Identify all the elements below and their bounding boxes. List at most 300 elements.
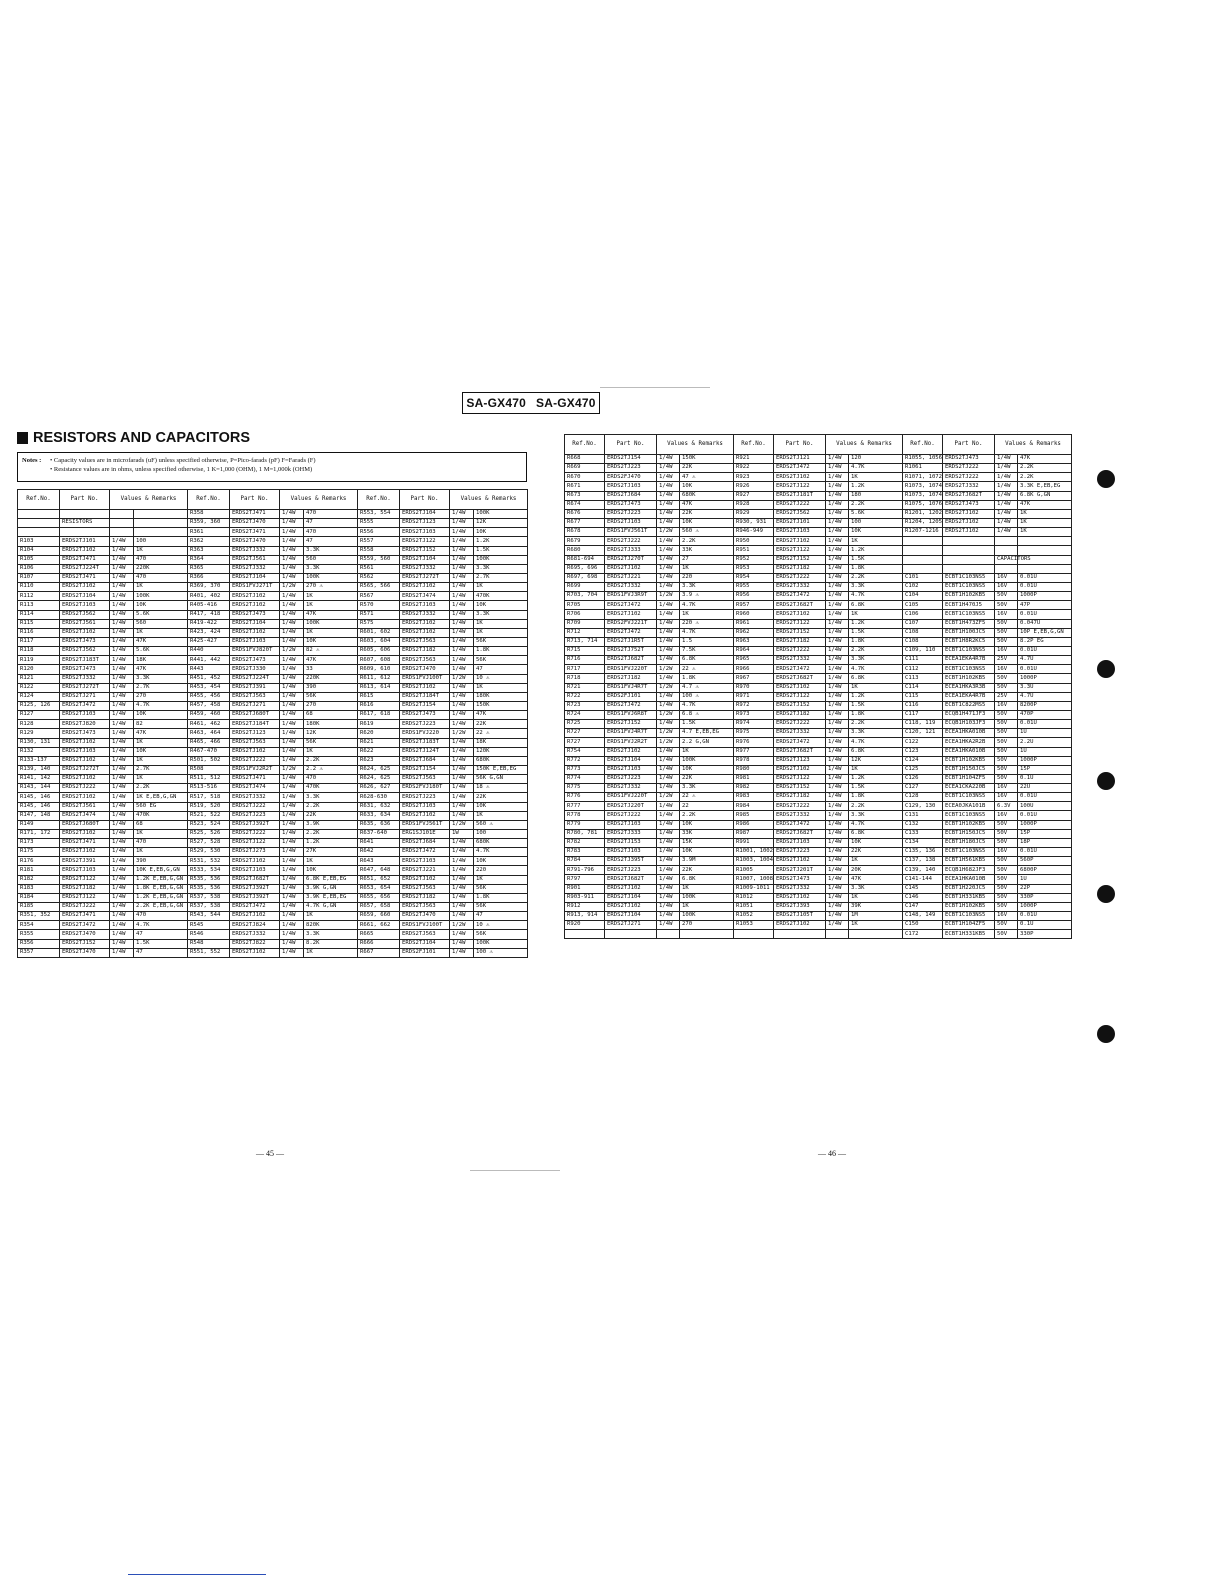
table-row [565, 829, 1072, 838]
value-cell: 820K [304, 921, 358, 930]
table-row [565, 765, 1072, 774]
rating-cell: 1/4W [450, 903, 474, 912]
ref-no-cell: R727 [565, 729, 605, 738]
part-no-cell: ERDS2TJ104 [400, 555, 450, 564]
ref-no-cell: R553, 554 [358, 510, 400, 519]
value-cell: 270 ⚠ [304, 583, 358, 592]
value-cell: 1K [304, 592, 358, 601]
part-no-cell: ERDS2TJ103 [230, 637, 280, 646]
ref-no-cell: R777 [565, 802, 605, 811]
table-row [18, 692, 528, 701]
part-no-cell: ERDS2TJ563 [400, 637, 450, 646]
rating-cell: 1/4W [657, 820, 680, 829]
ref-no-cell: R451, 452 [188, 674, 230, 683]
value-cell: 560 ⚠ [474, 820, 528, 829]
part-no-cell: ERDS2TJ473 [60, 665, 110, 674]
value-cell: 220K [134, 564, 188, 573]
value-cell: 56K [474, 884, 528, 893]
ref-no-cell: C172 [903, 930, 943, 939]
rating-cell: 1/4W [450, 775, 474, 784]
value-cell: 1.2K [474, 537, 528, 546]
part-no-cell: ERDS2TJ103 [60, 711, 110, 720]
ref-no-cell: R677 [565, 518, 605, 527]
part-no-cell: ERDS2TJ473 [60, 637, 110, 646]
part-no-cell: ERDS2TJ332 [605, 784, 657, 793]
ref-no-cell: C120, 121 [903, 729, 943, 738]
part-no-cell: ERDS2TJ122 [60, 875, 110, 884]
part-no-cell: ECEA0JKA101B [943, 802, 995, 811]
part-no-cell: ERDS2TJ684 [400, 839, 450, 848]
ref-no-cell: R661, 662 [358, 921, 400, 930]
table-row [18, 510, 528, 519]
part-no-cell: ERDS2TJ103 [400, 601, 450, 610]
ref-no-cell [18, 510, 60, 519]
ref-no-cell: R637-640 [358, 829, 400, 838]
table-row [18, 665, 528, 674]
part-no-cell: ERDS2TJ682T [774, 601, 826, 610]
value-cell: 47 [474, 665, 528, 674]
part-no-cell: ERDS2TJ224T [230, 674, 280, 683]
value-cell: 6.8K [849, 747, 903, 756]
part-no-cell: ECBT1C103NS5 [943, 582, 995, 591]
value-cell: 10K [304, 866, 358, 875]
rating-cell: 1/4W [657, 921, 680, 930]
value-cell: 47K [134, 637, 188, 646]
part-no-cell [943, 537, 995, 546]
rating-cell: 1/4W [657, 546, 680, 555]
ref-no-cell: R1061 [903, 464, 943, 473]
rating-cell: 1/4W [657, 848, 680, 857]
ref-no-cell: R457, 458 [188, 701, 230, 710]
value-cell: 47 ⚠ [680, 473, 734, 482]
ref-no-cell: R112 [18, 592, 60, 601]
ref-no-cell: R537, 538 [188, 903, 230, 912]
ref-no-cell [565, 930, 605, 939]
value-cell: 1K [1018, 518, 1072, 527]
ref-no-cell: C124 [903, 756, 943, 765]
value-cell: 1K [474, 875, 528, 884]
part-no-cell: ERDS2TJ474 [230, 784, 280, 793]
ref-no-cell: C112 [903, 665, 943, 674]
part-no-cell: ERDS2TJ472 [605, 628, 657, 637]
table-row [565, 482, 1072, 491]
ref-no-cell: R546 [188, 930, 230, 939]
rating-cell: 1/4W [826, 455, 849, 464]
value-cell: 1K [474, 619, 528, 628]
part-no-cell: ERDS2TJ332 [400, 610, 450, 619]
rating-cell: 1/4W [826, 884, 849, 893]
title-square-icon [17, 432, 28, 444]
part-no-cell: ERDS2TJ103 [605, 518, 657, 527]
part-no-cell: ERDS2TJ103 [60, 866, 110, 875]
part-no-cell: ERDS2TJ563 [400, 656, 450, 665]
rating-cell: 1/4W [450, 756, 474, 765]
rating-cell: 1/4W [826, 820, 849, 829]
part-no-cell: ERDS2TJ102 [230, 912, 280, 921]
rating-cell: 1/4W [450, 573, 474, 582]
value-cell: 1.5K [849, 701, 903, 710]
ref-no-cell: R613, 614 [358, 683, 400, 692]
rating-cell: 1/4W [450, 930, 474, 939]
ref-no-cell: R366 [188, 573, 230, 582]
rating-cell: 1/4W [826, 848, 849, 857]
value-cell: 8.2K [304, 939, 358, 948]
rating-cell [110, 510, 134, 519]
table-row [565, 902, 1072, 911]
part-no-cell: ERDS2TJ271 [230, 701, 280, 710]
rating-cell: 1/4W [450, 720, 474, 729]
value-cell: 22P [1018, 884, 1072, 893]
part-no-cell: ERDS2FJ101 [605, 692, 657, 701]
value-cell: 0.01U [1018, 665, 1072, 674]
table-row [565, 857, 1072, 866]
rating-cell: 1/4W [826, 500, 849, 509]
ref-no-cell: R571 [358, 610, 400, 619]
table-row [18, 592, 528, 601]
ref-no-cell: R575 [358, 619, 400, 628]
value-cell: 3.3K [849, 811, 903, 820]
value-cell: 4.7K [134, 701, 188, 710]
ref-no-cell: R622 [358, 747, 400, 756]
value-cell: 330P [1018, 893, 1072, 902]
part-no-cell: ERDS2TJ391 [60, 857, 110, 866]
value-cell [134, 519, 188, 528]
table-row [18, 656, 528, 665]
ref-no-cell: R555 [358, 519, 400, 528]
ref-no-cell: R962 [734, 628, 774, 637]
rating-cell: 50V [995, 747, 1018, 756]
table-row [18, 903, 528, 912]
ref-no-cell: R991 [734, 838, 774, 847]
value-cell: 1K [849, 537, 903, 546]
part-no-cell [943, 564, 995, 573]
table-row [565, 592, 1072, 601]
part-no-cell: ECBT1C103NS5 [943, 665, 995, 674]
part-no-cell: ERDS2TJ470 [230, 537, 280, 546]
value-cell: 1.2K [849, 774, 903, 783]
rating-cell: 1/2W [657, 738, 680, 747]
value-cell: 1K [849, 893, 903, 902]
ref-no-cell: R920 [565, 921, 605, 930]
table-row [18, 573, 528, 582]
rating-cell: 1/2W [280, 647, 304, 656]
rating-cell: 1/4W [280, 701, 304, 710]
part-no-cell: ERDS2TJ123 [230, 729, 280, 738]
part-no-cell: ERDS2TJ271 [605, 921, 657, 930]
ref-no-cell: R551, 552 [188, 948, 230, 957]
rating-cell [995, 537, 1018, 546]
notes-label: Notes : [22, 457, 42, 464]
column-header: Part No. [60, 490, 110, 510]
value-cell: 56K [474, 903, 528, 912]
part-no-cell: ERDS1FVJ561T [400, 820, 450, 829]
value-cell: 33 [304, 665, 358, 674]
ref-no-cell: R727 [565, 738, 605, 747]
rating-cell: 1/4W [657, 555, 680, 564]
part-no-cell: ERDS2TJ472 [605, 601, 657, 610]
rating-cell: 1/4W [826, 692, 849, 701]
rating-cell: 1/4W [826, 473, 849, 482]
ref-no-cell: R926 [734, 482, 774, 491]
part-no-cell: ERDS1FVJ271T [230, 583, 280, 592]
table-row [565, 601, 1072, 610]
rating-cell: 1/4W [280, 747, 304, 756]
part-no-cell: ERDS2TJ473 [230, 610, 280, 619]
value-cell: 470P [1018, 710, 1072, 719]
value-cell: 2.2K [680, 811, 734, 820]
rating-cell: 1/4W [450, 802, 474, 811]
rating-cell: 1/4W [657, 802, 680, 811]
ref-no-cell: R359, 360 [188, 519, 230, 528]
part-no-cell: ERDS2TJ563 [400, 884, 450, 893]
rating-cell: 1/4W [110, 564, 134, 573]
ref-no-cell: R973 [734, 710, 774, 719]
value-cell: 3.9M [680, 857, 734, 866]
part-no-cell: ERDS2TJ332 [774, 656, 826, 665]
part-no-cell: ERDS2TJ182 [605, 674, 657, 683]
part-no-cell: ERDS2TJ332 [230, 564, 280, 573]
value-cell: 22 [680, 802, 734, 811]
value-cell: 100 [849, 518, 903, 527]
value-cell: 0.01U [1018, 793, 1072, 802]
ref-no-cell: R557 [358, 537, 400, 546]
rating-cell: 1/2W [657, 793, 680, 802]
ref-no-cell: R184 [18, 893, 60, 902]
table-row [18, 912, 528, 921]
value-cell [849, 930, 903, 939]
rating-cell: 50V [995, 829, 1018, 838]
rating-cell: 1/4W [450, 738, 474, 747]
table-row [18, 802, 528, 811]
part-no-cell: ERDS2TJ223 [400, 720, 450, 729]
table-row [565, 555, 1072, 564]
value-cell: 33K [680, 546, 734, 555]
rating-cell: 1/4W [280, 802, 304, 811]
rating-cell: 1/4W [826, 665, 849, 674]
part-no-cell [60, 528, 110, 537]
rating-cell: 1/4W [110, 857, 134, 866]
part-no-cell: ERDS2TJ122 [774, 546, 826, 555]
value-cell: 3.3K E,EB,EG [1018, 482, 1072, 491]
ref-no-cell: R143, 144 [18, 784, 60, 793]
rating-cell: 1/4W [110, 537, 134, 546]
part-no-cell: ERDS2TJ182 [774, 793, 826, 802]
ref-no-cell: R145, 146 [18, 802, 60, 811]
ref-no-cell: R183 [18, 884, 60, 893]
value-cell: 470 [134, 573, 188, 582]
rating-cell: 1/4W [826, 811, 849, 820]
table-row [565, 464, 1072, 473]
part-no-cell: ECBT1C103NS5 [943, 912, 995, 921]
value-cell: 1000P [1018, 674, 1072, 683]
value-cell: 1.2K [849, 546, 903, 555]
value-cell: 18 ⚠ [474, 784, 528, 793]
part-no-cell: ERDS2TJ471 [60, 555, 110, 564]
rating-cell: 1/4W [657, 455, 680, 464]
rating-cell: 1/2W [657, 592, 680, 601]
ref-no-cell: R797 [565, 875, 605, 884]
value-cell: 6800P [1018, 866, 1072, 875]
value-cell: 6.8K [680, 656, 734, 665]
value-cell: 1U [1018, 875, 1072, 884]
part-no-cell: ERDS2TJ122 [774, 482, 826, 491]
part-no-cell: ERDS2TJ101 [60, 537, 110, 546]
part-no-cell: ERG1SJ101E [400, 829, 450, 838]
rating-cell: 1/4W [110, 793, 134, 802]
ref-no-cell: C109, 110 [903, 646, 943, 655]
part-no-cell: ERDS2TJ152 [774, 555, 826, 564]
rating-cell: 1/4W [280, 756, 304, 765]
part-no-cell: ERDS2TJ104 [230, 619, 280, 628]
rating-cell: 1/4W [826, 592, 849, 601]
value-cell: 1.8K [474, 647, 528, 656]
rating-cell: 1/2W [657, 665, 680, 674]
table-row [565, 455, 1072, 464]
ref-no-cell: R453, 454 [188, 683, 230, 692]
ref-no-cell: R523, 524 [188, 820, 230, 829]
rating-cell: 1/4W [657, 464, 680, 473]
table-row [565, 546, 1072, 555]
value-cell: 2.7K [134, 765, 188, 774]
ref-no-cell: R513-516 [188, 784, 230, 793]
value-cell: 0.01U [1018, 573, 1072, 582]
ref-no-cell: R171, 172 [18, 829, 60, 838]
rating-cell: 1/4W [657, 774, 680, 783]
rating-cell: 1/4W [450, 884, 474, 893]
value-cell: 20K [849, 866, 903, 875]
rating-cell: 1/4W [110, 656, 134, 665]
rating-cell: 1/4W [657, 628, 680, 637]
page-number-46: — 46 — [818, 1149, 846, 1158]
part-no-cell: ERDS2TJ103 [400, 802, 450, 811]
rating-cell: 1/4W [450, 839, 474, 848]
ref-no-cell: R176 [18, 857, 60, 866]
ref-no-cell: R951 [734, 546, 774, 555]
rating-cell: 1/4W [995, 464, 1018, 473]
page-number-45: — 45 — [256, 1149, 284, 1158]
value-cell: 270 [680, 921, 734, 930]
rating-cell: 1/4W [657, 875, 680, 884]
ref-no-cell: R1207-1216 [903, 528, 943, 537]
ref-no-cell: R443 [188, 665, 230, 674]
part-no-cell: ERDS2TJ471 [60, 912, 110, 921]
rating-cell: 1/4W [826, 902, 849, 911]
ref-no-cell: R621 [358, 738, 400, 747]
part-no-cell: ERDS2TJ820 [60, 720, 110, 729]
part-no-cell: ERDS2TJ223 [230, 811, 280, 820]
rating-cell: 1/4W [450, 683, 474, 692]
value-cell: 3.3K [304, 793, 358, 802]
part-no-cell: ERDS2TJ472 [774, 592, 826, 601]
rating-cell: 1/4W [280, 784, 304, 793]
value-cell: 180 [849, 491, 903, 500]
rating-cell: 1/4W [826, 518, 849, 527]
ref-no-cell: C108 [903, 637, 943, 646]
part-no-cell: ERDS2TJ102 [230, 592, 280, 601]
value-cell: 1K [304, 948, 358, 957]
value-cell: 10 ⚠ [474, 674, 528, 683]
rating-cell: 1/4W [657, 637, 680, 646]
rating-cell: 1/4W [280, 829, 304, 838]
part-no-cell [605, 930, 657, 939]
ref-no-cell: R508 [188, 765, 230, 774]
part-no-cell: ECBT1H102KB5 [943, 902, 995, 911]
rating-cell: 16V [995, 784, 1018, 793]
rating-cell: 1/4W [110, 765, 134, 774]
value-cell: 2.2K [849, 720, 903, 729]
ref-no-cell: R537, 538 [188, 893, 230, 902]
rating-cell: 1/4W [995, 500, 1018, 509]
ref-no-cell: R120 [18, 665, 60, 674]
value-cell: 22K [680, 464, 734, 473]
page-title [17, 430, 250, 446]
ref-no-cell: R965 [734, 656, 774, 665]
rating-cell: 16V [995, 646, 1018, 655]
rating-cell: 16V [995, 610, 1018, 619]
rating-cell: 1/4W [110, 683, 134, 692]
ref-no-cell: R365 [188, 564, 230, 573]
value-cell: 10K [474, 528, 528, 537]
value-cell: 47K [134, 729, 188, 738]
value-cell: 10K [134, 711, 188, 720]
rating-cell: 1/4W [450, 601, 474, 610]
value-cell: 10K [474, 601, 528, 610]
table-row [565, 628, 1072, 637]
ref-no-cell: C147 [903, 902, 943, 911]
rating-cell: 50V [995, 893, 1018, 902]
value-cell: 220 ⚠ [680, 619, 734, 628]
value-cell: 2.2K [134, 784, 188, 793]
part-no-cell: ERDS2TJ682T [774, 829, 826, 838]
part-no-cell: ERDS2TJ472 [774, 464, 826, 473]
scan-artifact-line [600, 387, 710, 388]
ref-no-cell: R921 [734, 455, 774, 464]
part-no-cell: ERDS2TJ392T [230, 884, 280, 893]
rating-cell: 1/4W [450, 701, 474, 710]
rating-cell: 1/4W [280, 637, 304, 646]
column-header: Ref.No. [903, 435, 943, 455]
rating-cell: 1/4W [826, 464, 849, 473]
rating-cell: 1/4W [110, 610, 134, 619]
part-no-cell: ERDS2TJ471 [60, 839, 110, 848]
ref-no-cell: R1073, 1074 [903, 482, 943, 491]
ref-no-cell: R974 [734, 720, 774, 729]
part-no-cell: ERDS2TJ102 [774, 683, 826, 692]
binding-hole-icon [1097, 885, 1115, 903]
rating-cell: 1/4W [657, 811, 680, 820]
part-no-cell: ERDS1FVJ220T [605, 665, 657, 674]
value-cell: 1K [304, 601, 358, 610]
ref-no-cell: R104 [18, 546, 60, 555]
part-no-cell: ERDS2TJ472 [605, 701, 657, 710]
part-no-cell: ERDS2TJ153 [605, 838, 657, 847]
value-cell: 5.6K [134, 610, 188, 619]
rating-cell: 1/4W [280, 820, 304, 829]
part-no-cell: ERDS2TJ470 [400, 912, 450, 921]
part-no-cell: ERDS2TJ104 [605, 893, 657, 902]
value-cell: 56K G,GN [474, 775, 528, 784]
rating-cell: 1/4W [826, 921, 849, 930]
table-row [565, 747, 1072, 756]
value-cell: 2.2 G,GN [680, 738, 734, 747]
table-row [18, 546, 528, 555]
part-no-cell: ERDS2TJ563 [400, 775, 450, 784]
table-row [565, 866, 1072, 875]
ref-no-cell: R673 [565, 491, 605, 500]
rating-cell: 1/4W [657, 720, 680, 729]
rating-cell: 1/4W [450, 912, 474, 921]
ref-no-cell: C145 [903, 884, 943, 893]
